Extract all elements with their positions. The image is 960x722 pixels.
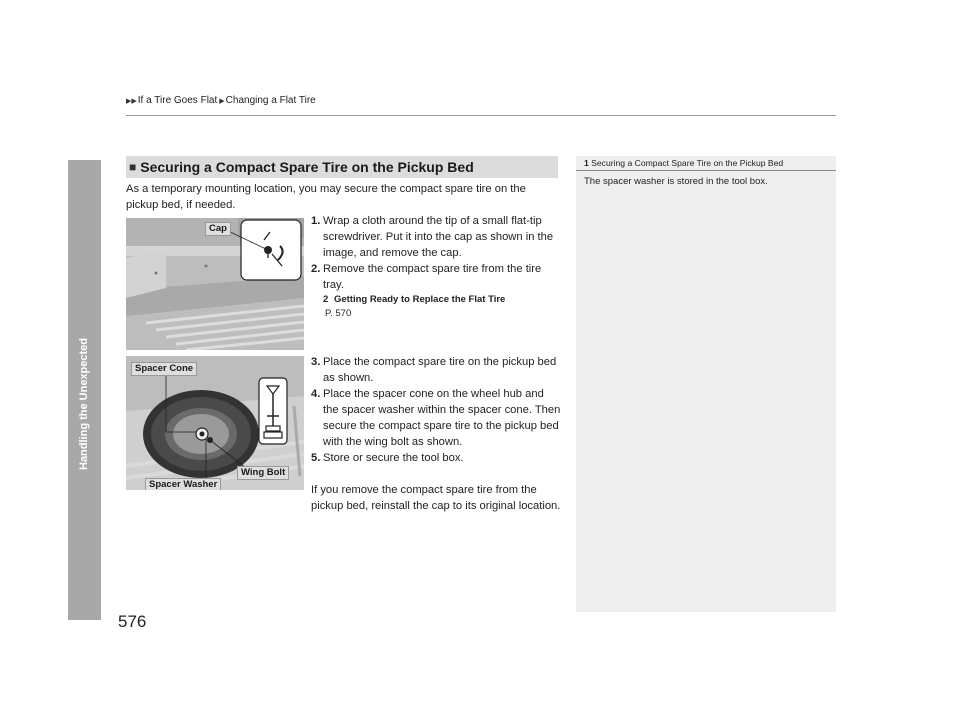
steps-list-bottom	[311, 354, 561, 466]
pickup-bed-cap-illustration	[126, 218, 304, 350]
closing-paragraph: If you remove the compact spare tire from the pickup bed, reinstall the cap to its original location.	[311, 484, 561, 512]
step-text: Store or secure the tool box.	[323, 452, 464, 464]
step-text: Place the compact spare tire on the pickup bed as shown.	[323, 356, 557, 384]
wing-bolt-callout: Wing Bolt	[237, 466, 289, 480]
intro-paragraph: As a temporary mounting location, you may secure the compact spare tire on the pickup bed, if needed.	[126, 183, 526, 211]
section-square-icon: ■	[129, 160, 137, 174]
step-item	[311, 261, 561, 293]
step-number: 4.	[311, 388, 321, 400]
steps-list-top	[311, 213, 561, 321]
reference-title[interactable]: Getting Ready to Replace the Flat Tire	[333, 294, 506, 305]
breadcrumb-item[interactable]: Changing a Flat Tire	[225, 95, 316, 106]
step-item	[311, 386, 561, 450]
chapter-side-label: Handling the Unexpected	[78, 337, 90, 470]
breadcrumb-arrow-icon: ▶	[219, 97, 225, 105]
section-heading	[126, 156, 558, 178]
section-title: Securing a Compact Spare Tire on the Pickup Bed	[140, 159, 474, 175]
step-number: 5.	[311, 452, 321, 464]
breadcrumb	[126, 95, 316, 106]
note-text: The spacer washer is stored in the tool box.	[584, 176, 768, 187]
header-rule	[126, 115, 836, 116]
step-text: Wrap a cloth around the tip of a small flat-tip screwdriver. Put it into the cap as shown in the image, and remove the cap.	[323, 215, 554, 259]
step-number: 1.	[311, 215, 321, 227]
step-text: Place the spacer cone on the wheel hub and the spacer washer within the spacer cone. Then secure the compact spare tire to the pickup bed with the wing bolt as shown.	[323, 388, 561, 448]
note-rule	[576, 170, 836, 171]
reference-arrow-icon: 2	[323, 294, 329, 305]
note-title-text: Securing a Compact Spare Tire on the Pickup Bed	[591, 158, 784, 168]
step-number: 3.	[311, 356, 321, 368]
page-number: 576	[118, 612, 147, 631]
step-text: Remove the compact spare tire from the tire tray.	[323, 263, 542, 291]
note-icon: 1	[584, 158, 589, 168]
breadcrumb-arrow-icon: ▶▶	[126, 97, 137, 105]
step-number: 2.	[311, 263, 321, 275]
note-title	[584, 158, 783, 168]
note-panel	[576, 156, 836, 612]
figure-pickup-bed-cap	[126, 218, 304, 350]
step-item	[311, 450, 561, 466]
step-item	[311, 213, 561, 261]
step-item	[311, 354, 561, 386]
cap-callout: Cap	[205, 222, 231, 236]
spacer-washer-callout: Spacer Washer	[145, 478, 221, 490]
figure-spare-tire-secured	[126, 356, 304, 490]
spacer-cone-callout: Spacer Cone	[131, 362, 197, 376]
reference-page[interactable]: P. 570	[325, 308, 352, 319]
breadcrumb-item[interactable]: If a Tire Goes Flat	[137, 95, 218, 106]
cross-reference-link[interactable]	[323, 293, 561, 321]
